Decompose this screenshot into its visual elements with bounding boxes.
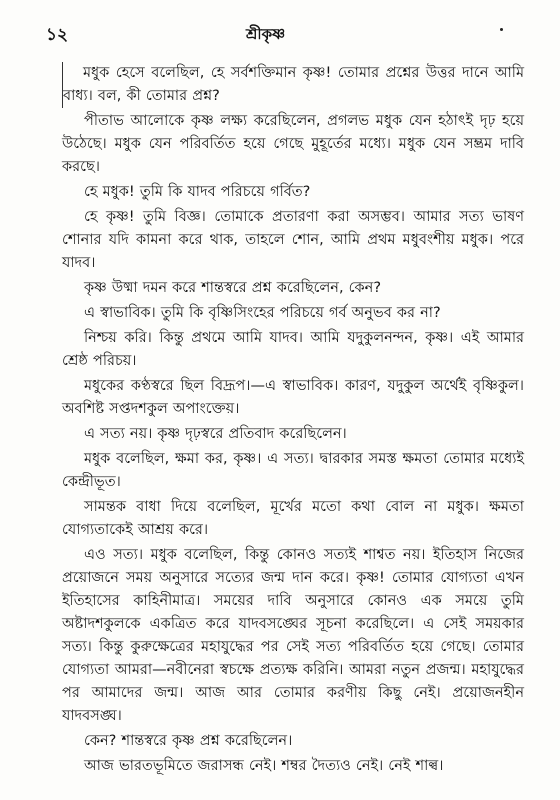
paragraph: সামন্তক বাধা দিয়ে বলেছিল, মূর্খের মতো কথা বোল না মধুক। ক্ষমতা যোগ্যতাকেই আশ্রয় করে। <box>62 499 524 538</box>
paragraph: হে মধুক! তুমি কি যাদব পরিচয়ে গর্বিত? <box>84 184 311 200</box>
paragraph: পীতাভ আলোকে কৃষ্ণ লক্ষ্য করেছিলেন, প্রগলভ মধুক যেন হঠাৎই দৃঢ় হয়ে উঠেছে। মধুক যেন পরিবর্তিত হয়ে গেছে মুহূর্তের মধ্যে। মধুক যেন সম্ভ্রম দাবি করছে। <box>62 113 524 175</box>
paragraph: আজ ভারতভূমিতে জরাসন্ধ নেই। শম্বর দৈত্যও নেই। নেই শাল্ব। <box>84 758 444 774</box>
paragraph: কৃষ্ণ উষ্মা দমন করে শান্তস্বরে প্রশ্ন করেছিলেন, কেন? <box>84 280 382 296</box>
paragraph: মধুক বলেছিল, ক্ষমা কর, কৃষ্ণ। এ সত্য। দ্বারকার সমস্ত ক্ষমতা তোমার মধ্যেই কেন্দ্রীভূত। <box>62 451 524 490</box>
paragraph: কেন? শান্তস্বরে কৃষ্ণ প্রশ্ন করেছিলেন। <box>84 733 293 749</box>
page-number: ১২ <box>46 25 69 45</box>
paragraph: এ স্বাভাবিক। তুমি কি বৃষ্ণিসিংহের পরিচয়ে গর্ব অনুভব কর না? <box>84 305 441 321</box>
paragraph: মধুকের কণ্ঠস্বরে ছিল বিদ্রূপ।—এ স্বাভাবিক। কারণ, যদুকুল অর্থেই বৃষ্ণিকুল। অবশিষ্ট সপ্তদশকুল অপাংক্তেয়। <box>62 378 524 417</box>
paragraph: নিশ্চয় করি। কিন্তু প্রথমে আমি যাদব। আমি যদুকুলনন্দন, কৃষ্ণ। এই আমার শ্রেষ্ঠ পরিচয়। <box>62 330 524 369</box>
running-title: শ্রীকৃষ্ণ <box>246 25 286 43</box>
paragraph: মধুক হেসে বলেছিল, হে সর্বশক্তিমান কৃষ্ণ! তোমার প্রশ্নের উত্তর দানে আমি বাধ্য। বল, কী তোমার প্রশ্ন? <box>62 62 524 108</box>
paragraph: হে কৃষ্ণ! তুমি বিজ্ঞ। তোমাকে প্রতারণা করা অসম্ভব। আমার সত্য ভাষণ শোনার যদি কামনা করে থাক, তাহলে শোন, আমি প্রথম মধুবংশীয় মধুক। পরে যাদব। <box>62 209 524 271</box>
ink-speck <box>500 28 503 31</box>
paragraph: এ সত্য নয়। কৃষ্ণ দৃঢ়স্বরে প্রতিবাদ করেছিলেন। <box>84 426 347 442</box>
page-body <box>62 62 524 780</box>
paragraph: এও সত্য। মধুক বলেছিল, কিন্তু কোনও সত্যই শাশ্বত নয়। ইতিহাস নিজের প্রয়োজনে সময় অনুসারে সত্যের জন্ম দান করে। কৃষ্ণ! তোমার যোগ্যতা এখন ইতিহাসের কাহিনীমাত্র। সময়ের দাবি অনুসারে কোনও এক সময়ে তুমি অষ্টাদশকুলকে একত্রিত করে যাদবসঙ্ঘের সূচনা করেছিলে। এ সেই সময়কার সত্য। কিন্তু কুরুক্ষেত্রের মহাযুদ্ধের পর সেই সত্য পরিবর্তিত হয়ে গেছে। তোমার যোগ্যতা আমরা—নবীনেরা স্বচক্ষে প্রত্যক্ষ করিনি। আমরা নতুন প্রজন্ম। মহাযুদ্ধের পর আমাদের জন্ম। আজ আর তোমার করণীয় কিছু নেই। প্রয়োজনহীন যাদবসঙ্ঘ। <box>62 547 524 724</box>
page-header <box>46 22 526 46</box>
